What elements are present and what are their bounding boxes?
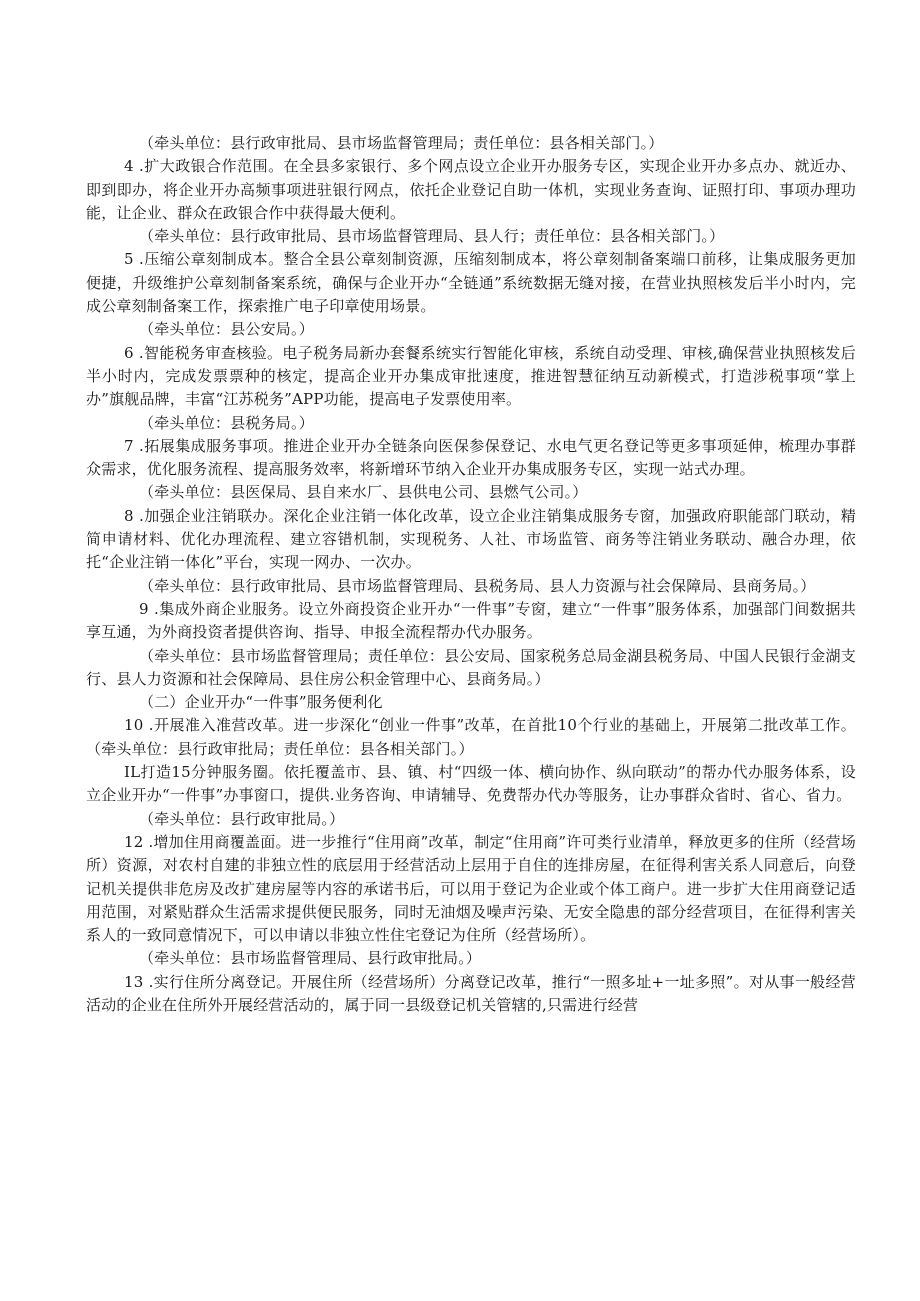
paragraph-lead-units-3: （牵头单位：县行政审批局、县市场监督管理局；责任单位：县各相关部门。） <box>139 134 664 152</box>
paragraph-lead-units-6: （牵头单位：县税务局。） <box>139 413 314 432</box>
paragraph-item-7: 7 .拓展集成服务事项。推进企业开办全链条向医保参保登记、水电气更名登记等更多事项延伸，梳理办事群众需求，优化服务流程、提高服务效率，将新增环节纳入企业开办集成服务专区，实现一站式办理。 <box>86 436 856 479</box>
paragraph-lead-units-12: （牵头单位：县市场监督管理局、县行政审批局。） <box>139 949 482 968</box>
paragraph-lead-units-4: （牵头单位：县行政审批局、县市场监督管理局、县人行；责任单位：县各相关部门。） <box>139 227 725 246</box>
paragraph-item-11: IL打造15分钟服务圈。依托覆盖市、县、镇、村“四级一体、横向协作、纵向联动”的帮办代办服务体系，设立企业开办“一件事”办事窗口，提供.业务咨询、申请辅导、免费帮办代办等服务，让办事群众省时、省心、省力。 <box>86 763 856 805</box>
paragraph-item-5: 5 .压缩公章刻制成本。整合全县公章刻制资源，压缩刻制成本，将公章刻制备案端口前移，让集成服务更加便捷，升级维护公章刻制备案系统，确保与企业开办“全链通”系统数据无缝对接，在营业执照核发后半小时内，完成公章刻制备案工作，探索推广电子印章使用场景。 <box>86 250 856 316</box>
paragraph-item-10: 10 .开展准入准营改革。进一步深化“创业一件事”改革，在首批10个行业的基础上，开展第二批改革工作。（牵头单位：县行政审批局；责任单位：县各相关部门。） <box>86 716 856 758</box>
paragraph-lead-units-8: （牵头单位：县行政审批局、县市场监督管理局、县税务局、县人力资源与社会保障局、县商务局。） <box>139 576 816 595</box>
paragraph-lead-units-5: （牵头单位：县公安局。） <box>139 320 314 339</box>
paragraph-lead-units-11: （牵头单位：县行政审批局。） <box>139 809 345 828</box>
paragraph-lead-units-9: （牵头单位：县市场监督管理局；责任单位：县公安局、国家税务总局金湖县税务局、中国人民银行金湖支行、县人力资源和社会保障局、县住房公积金管理中心、县商务局。） <box>86 646 856 688</box>
paragraph-item-4: 4 .扩大政银合作范围。在全县多家银行、多个网点设立企业开办服务专区，实现企业开办多点办、就近办、即到即办，将企业开办高频事项进驻银行网点，依托企业登记自助一体机，实现业务查询、证照打印、事项办理功能，让企业、群众在政银合作中获得最大便利。 <box>86 157 856 222</box>
paragraph-lead-units-7: （牵头单位：县医保局、县自来水厂、县供电公司、县燃气公司。） <box>139 483 588 502</box>
paragraph-item-6: 6 .智能税务审查核验。电子税务局新办套餐系统实行智能化审核，系统自动受理、审核,确保营业执照核发后半小时内，完成发票票种的核定，提高企业开办集成审批速度，推进智慧征纳互动新模式，打造涉税事项“掌上办”旗舰品牌，丰富“江苏税务”APP功能，提高电子发票使用率。 <box>86 343 856 409</box>
paragraph-item-9: 9 .集成外商企业服务。设立外商投资企业开办“一件事”专窗，建立“一件事”服务体系，加强部门间数据共享互通，为外商投资者提供咨询、指导、申报全流程帮办代办服务。 <box>86 599 856 642</box>
paragraph-item-8: 8 .加强企业注销联办。深化企业注销一体化改革，设立企业注销集成服务专窗，加强政府职能部门联动，精简申请材料、优化办理流程、建立容错机制，实现税务、人社、市场监管、商务等注销业务联动、融合办理，依托“企业注销一体化”平台，实现一网办、一次办。 <box>86 506 856 572</box>
paragraph-item-12: 12 .增加住用商覆盖面。进一步推行“住用商”改革，制定“住用商”许可类行业清单，释放更多的住所（经营场所）资源，对农村自建的非独立性的底层用于经营活动上层用于自住的连排房屋，在征得利害关系人同意后，向登记机关提供非危房及改扩建房屋等内容的承诺书后，可以用于登记为企业或个体工商户。进一步扩大住用商登记适用范围，对紧贴群众生活需求提供便民服务，同时无油烟及噪声污染、无安全隐患的部分经营项目，在征得利害关系人的一致同意情况下，可以申请以非独立性住宅登记为住所（经营场所）。 <box>86 832 856 945</box>
document-page <box>86 132 856 1017</box>
section-heading-2: （二）企业开办“一件事”服务便利化 <box>139 693 383 712</box>
paragraph-item-13: 13 .实行住所分离登记。开展住所（经营场所）分离登记改革，推行“一照多址+一址多照”。对从事一般经营活动的企业在住所外开展经营活动的，属于同一县级登记机关管辖的,只需进行经营 <box>86 972 856 1014</box>
